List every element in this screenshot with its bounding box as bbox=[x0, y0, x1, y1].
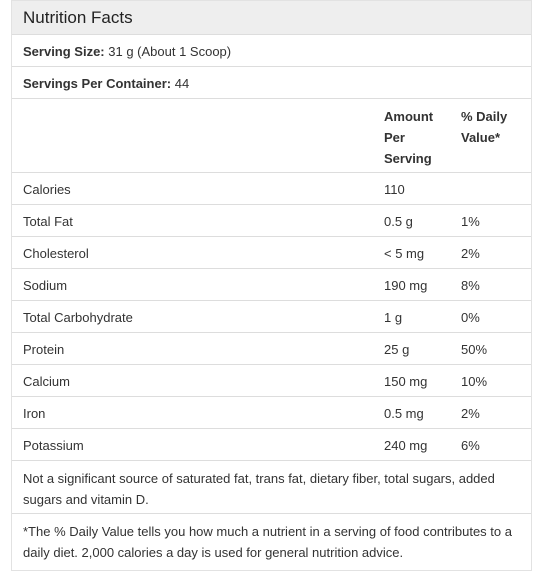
nutrient-amount: 25 g bbox=[384, 342, 410, 357]
nutrient-amount: 190 mg bbox=[384, 278, 428, 293]
table-row bbox=[12, 269, 531, 301]
serving-size-value: 31 g (About 1 Scoop) bbox=[104, 44, 232, 59]
nutrient-name: Iron bbox=[23, 406, 46, 421]
nutrient-name: Calcium bbox=[23, 374, 70, 389]
nutrition-facts-title: Nutrition Facts bbox=[12, 1, 531, 35]
table-row bbox=[12, 365, 531, 397]
table-row bbox=[12, 429, 531, 461]
nutrient-daily-value: 50% bbox=[461, 342, 488, 357]
table-row bbox=[12, 333, 531, 365]
header-amount-per-serving: Amount Per Serving bbox=[384, 109, 434, 166]
nutrient-table-header bbox=[12, 99, 531, 173]
servings-per-container-row bbox=[12, 67, 531, 99]
nutrient-name: Total Fat bbox=[23, 214, 73, 229]
table-row bbox=[12, 397, 531, 429]
nutrient-name: Calories bbox=[23, 182, 71, 197]
nutrient-amount: 150 mg bbox=[384, 374, 428, 389]
nutrient-daily-value: 8% bbox=[461, 278, 480, 293]
servings-per-container-label: Servings Per Container: bbox=[23, 76, 172, 91]
nutrient-name: Potassium bbox=[23, 438, 84, 453]
header-daily-value: % Daily Value* bbox=[461, 109, 508, 145]
nutrient-daily-value: 1% bbox=[461, 214, 480, 229]
nutrient-daily-value: 0% bbox=[461, 310, 480, 325]
table-row bbox=[12, 205, 531, 237]
nutrient-daily-value: 2% bbox=[461, 406, 480, 421]
nutrient-name: Cholesterol bbox=[23, 246, 89, 261]
nutrient-amount: 0.5 g bbox=[384, 214, 413, 229]
nutrition-facts-panel bbox=[11, 0, 532, 571]
table-row bbox=[12, 237, 531, 269]
servings-per-container-value: 44 bbox=[171, 76, 190, 91]
table-row bbox=[12, 173, 531, 205]
nutrient-daily-value: 10% bbox=[461, 374, 488, 389]
nutrient-amount: 0.5 mg bbox=[384, 406, 424, 421]
serving-size-row bbox=[12, 35, 531, 67]
not-significant-source-note: Not a significant source of saturated fat, trans fat, dietary fiber, total sugars, added sugars and vitamin D. bbox=[12, 461, 531, 514]
daily-value-footnote: *The % Daily Value tells you how much a nutrient in a serving of food contributes to a daily diet. 2,000 calories a day is used for general nutrition advice. bbox=[23, 524, 512, 560]
nutrient-amount: 110 bbox=[384, 182, 405, 197]
table-row bbox=[12, 301, 531, 333]
nutrient-daily-value: 6% bbox=[461, 438, 480, 453]
nutrient-amount: 1 g bbox=[384, 310, 403, 325]
nutrient-name: Total Carbohydrate bbox=[23, 310, 133, 325]
nutrient-name: Protein bbox=[23, 342, 65, 357]
nutrient-amount: < 5 mg bbox=[384, 246, 425, 261]
nutrient-amount: 240 mg bbox=[384, 438, 428, 453]
serving-size-label: Serving Size: bbox=[23, 44, 105, 59]
nutrient-name: Sodium bbox=[23, 278, 68, 293]
nutrient-daily-value: 2% bbox=[461, 246, 480, 261]
